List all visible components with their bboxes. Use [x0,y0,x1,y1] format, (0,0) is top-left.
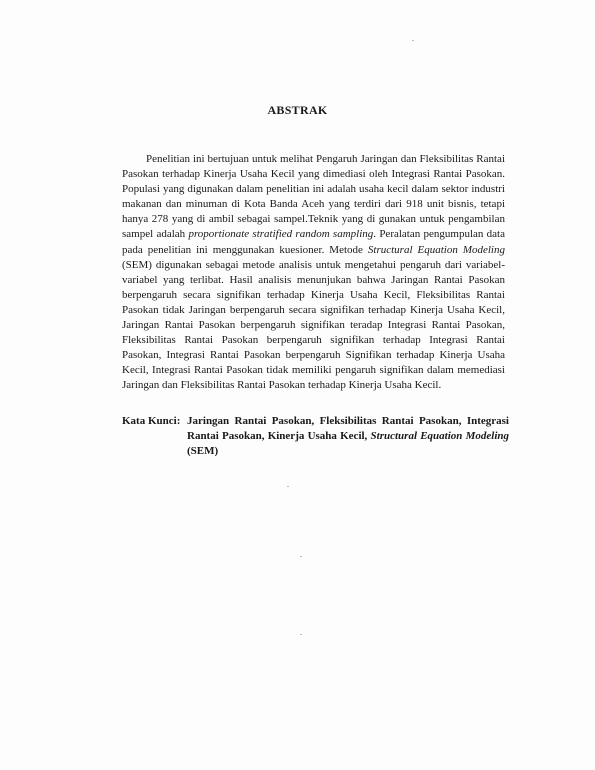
abstract-paragraph [122,152,505,394]
keywords-label: Kata Kunci: [122,415,181,427]
abstract-italic-sem: Structural Equation Modeling [367,243,505,256]
keywords-list [187,414,509,459]
abstract-italic-sampling: proportionate stratified random sampling [188,228,374,241]
scan-speck [300,556,302,557]
abstract-text-part-2: . Peralatan pengumpulan data pada penelitian ini menggunakan kuesioner. Metode [122,228,505,256]
page-title: ABSTRAK [267,103,328,117]
keywords-italic: Structural Equation Modeling [370,430,510,443]
abstract-text-part-1: Penelitian ini bertujuan untuk melihat Pengaruh Jaringan dan Fleksibilitas Rantai Pasokan terhadap Kinerja Usaha Kecil yang dimediasi oleh Integrasi Rantai Pasokan. Populasi yang digunakan dalam penelitian ini adalah usaha kecil dalam sektor industri makanan dan minuman di Kota Banda Aceh yang terdiri dari 918 unit bisnis, tetapi hanya 278 yang di ambil sebagai sampel.Teknik yang di gunakan untuk pengambilan sampel adalah [122,153,505,241]
abstract-text-part-3: (SEM) digunakan sebagai metode analisis untuk mengetahui pengaruh dari variabel-variabel yang terlibat. Hasil analisis menunjukan bahwa Jaringan Rantai Pasokan berpengaruh secara signifikan terhadap Kinerja Usaha Kecil, Fleksibilitas Rantai Pasokan tidak Jaringan berpengaruh secara signifikan terhadap Kinerja Usaha Kecil, Jaringan Rantai Pasokan berpengaruh signifikan teradap Integrasi Rantai Pasokan, Fleksibilitas Rantai Pasokan berpengaruh signifikan terhadap Integrasi Rantai Pasokan, Integrasi Rantai Pasokan berpengaruh Signifikan terhadap Kinerja Usaha Kecil, Integrasi Rantai Pasokan tidak memiliki pengaruh signifikan dalam memediasi Jaringan dan Fleksibilitas Rantai Pasokan terhadap Kinerja Usaha Kecil. [122,258,505,392]
keywords-suffix: (SEM) [187,445,219,458]
scan-speck [300,634,302,635]
keywords-text: Jaringan Rantai Pasokan, Fleksibilitas Rantai Pasokan, Integrasi Rantai Pasokan, Kinerja Usaha Kecil, [187,415,509,443]
scan-speck [412,40,414,41]
scan-speck [287,486,289,487]
